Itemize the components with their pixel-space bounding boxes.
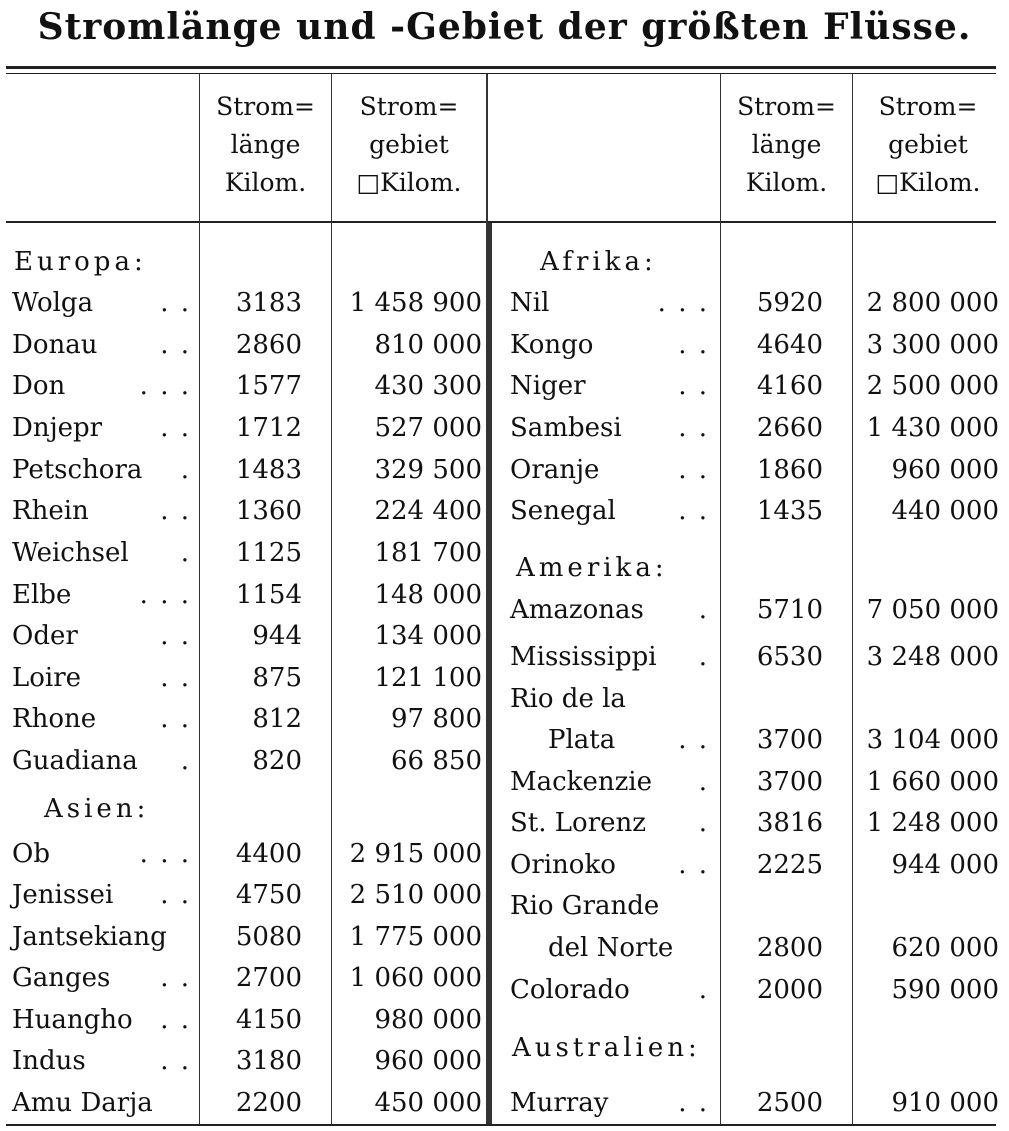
river-name: Rio de la	[510, 684, 626, 714]
river-name: Ganges . .	[12, 958, 197, 998]
river-name: Guadiana .	[12, 741, 197, 781]
river-name: Weichsel .	[12, 533, 197, 573]
river-length: 1483	[235, 455, 302, 485]
river-length: 1712	[235, 413, 302, 443]
river-area: 1 775 000	[349, 922, 482, 952]
river-length: 4640	[756, 330, 823, 360]
river-length: 2860	[235, 330, 302, 360]
river-area: 2 500 000	[866, 371, 999, 401]
river-name: Indus . .	[12, 1041, 197, 1081]
river-area: 66 850	[391, 746, 482, 776]
top-rule-thin	[6, 73, 996, 74]
river-name: Dnjepr . .	[12, 408, 197, 448]
river-area: 590 000	[891, 975, 999, 1005]
region-asien: Asien:	[44, 794, 150, 824]
header-line: □Kilom.	[875, 168, 981, 197]
leader-dots: . .	[678, 455, 709, 485]
river-area: 430 300	[374, 371, 482, 401]
leader-dots: .	[698, 642, 709, 672]
river-area: 329 500	[374, 455, 482, 485]
river-area: 1 430 000	[866, 413, 999, 443]
region-europa: Europa:	[14, 247, 147, 277]
header-line: □Kilom.	[356, 168, 462, 197]
river-name: Rhone . .	[12, 699, 197, 739]
river-length: 3700	[756, 767, 823, 797]
top-rule-thick	[6, 66, 996, 69]
river-name: Murray . .	[510, 1083, 715, 1123]
river-length: 1125	[235, 538, 302, 568]
header-line: gebiet	[369, 130, 449, 159]
header-line: Kilom.	[745, 168, 828, 197]
river-area: 3 248 000	[866, 642, 999, 672]
river-length: 4150	[235, 1005, 302, 1035]
header-length-left	[200, 88, 331, 202]
river-length: 2200	[235, 1088, 302, 1118]
leader-dots: . .	[160, 413, 191, 443]
header-area-left	[332, 88, 486, 202]
river-area: 2 800 000	[866, 288, 999, 318]
header-line: Strom=	[878, 92, 978, 121]
divider-center-thick	[486, 74, 488, 224]
river-length: 2660	[756, 413, 823, 443]
river-area: 181 700	[374, 538, 482, 568]
river-name: Amazonas .	[510, 590, 715, 630]
river-length: 2500	[756, 1088, 823, 1118]
river-area: 1 248 000	[866, 808, 999, 838]
river-area: 810 000	[374, 330, 482, 360]
leader-dots: . .	[678, 413, 709, 443]
leader-dots: . . .	[139, 371, 191, 401]
river-name: Huangho . .	[12, 1000, 197, 1040]
header-bottom-rule	[6, 221, 996, 223]
leader-dots: .	[180, 455, 191, 485]
river-name: Jantsekiang	[12, 922, 167, 952]
leader-dots: . .	[160, 1005, 191, 1035]
header-line: Strom=	[359, 92, 459, 121]
divider-center-thick	[486, 223, 492, 1124]
header-line: Strom=	[216, 92, 315, 121]
river-area	[853, 679, 999, 719]
river-length: 2700	[235, 963, 302, 993]
river-length	[721, 886, 823, 926]
river-name: Nil . . .	[510, 283, 715, 323]
river-name: Ob . . .	[12, 834, 197, 874]
river-length: 5080	[235, 922, 302, 952]
river-length: 2000	[756, 975, 823, 1005]
region-amerika: Amerika:	[516, 553, 668, 583]
leader-dots: . .	[160, 880, 191, 910]
river-area: 450 000	[374, 1088, 482, 1118]
leader-dots: .	[698, 767, 709, 797]
leader-dots: .	[698, 975, 709, 1005]
river-name: Rhein . .	[12, 491, 197, 531]
river-length: 4750	[235, 880, 302, 910]
header-line: länge	[751, 130, 822, 159]
river-length: 2225	[756, 850, 823, 880]
river-length: 3700	[756, 725, 823, 755]
bottom-rule	[6, 1124, 996, 1126]
leader-dots: . .	[160, 621, 191, 651]
river-area: 1 660 000	[866, 767, 999, 797]
leader-dots: . .	[160, 288, 191, 318]
leader-dots: .	[180, 746, 191, 776]
river-length: 820	[252, 746, 302, 776]
leader-dots: .	[698, 808, 709, 838]
leader-dots: . .	[678, 850, 709, 880]
region-australien: Australien:	[512, 1033, 701, 1063]
river-name: Oder . .	[12, 616, 197, 656]
river-length: 4160	[756, 371, 823, 401]
river-name: Loire . .	[12, 658, 197, 698]
river-name: St. Lorenz .	[510, 803, 715, 843]
leader-dots: . .	[678, 371, 709, 401]
header-area-right	[853, 88, 1003, 202]
river-length: 4400	[235, 839, 302, 869]
river-name: Niger . .	[510, 366, 715, 406]
leader-dots: . .	[160, 330, 191, 360]
river-name: Wolga . .	[12, 283, 197, 323]
river-area: 960 000	[891, 455, 999, 485]
river-area: 97 800	[391, 704, 482, 734]
river-length: 6530	[756, 642, 823, 672]
river-area: 224 400	[374, 496, 482, 526]
river-length: 812	[252, 704, 302, 734]
river-name: Kongo . .	[510, 325, 715, 365]
river-length: 944	[252, 621, 302, 651]
leader-dots: . .	[160, 704, 191, 734]
river-name: Colorado .	[510, 970, 715, 1010]
river-length: 1435	[756, 496, 823, 526]
river-name: Don . . .	[12, 366, 197, 406]
leader-dots: . . .	[139, 580, 191, 610]
leader-dots: .	[180, 538, 191, 568]
river-name: Orinoko . .	[510, 845, 715, 885]
river-length: 2800	[756, 933, 823, 963]
river-area: 944 000	[891, 850, 999, 880]
river-area: 121 100	[374, 663, 482, 693]
river-length: 3180	[235, 1046, 302, 1076]
leader-dots: . .	[160, 663, 191, 693]
page-title: Stromlänge und -Gebiet der größten Flüsse.	[37, 6, 972, 48]
leader-dots: . . .	[657, 288, 709, 318]
leader-dots: . .	[160, 963, 191, 993]
river-name: Donau . .	[12, 325, 197, 365]
river-name: del Norte	[548, 933, 674, 963]
leader-dots: . .	[678, 496, 709, 526]
river-length: 1154	[235, 580, 302, 610]
river-area: 620 000	[891, 933, 999, 963]
header-line: Strom=	[737, 92, 836, 121]
river-name: Amu Darja	[12, 1088, 153, 1118]
river-area: 1 458 900	[349, 288, 482, 318]
river-length: 5710	[756, 595, 823, 625]
river-area: 2 510 000	[349, 880, 482, 910]
header-length-right	[721, 88, 852, 202]
river-length: 5920	[756, 288, 823, 318]
river-area: 148 000	[374, 580, 482, 610]
river-name: Plata . .	[548, 720, 715, 760]
river-length: 1577	[235, 371, 302, 401]
river-area: 3 300 000	[866, 330, 999, 360]
river-name: Oranje . .	[510, 450, 715, 490]
river-area: 1 060 000	[349, 963, 482, 993]
region-afrika: Afrika:	[540, 247, 657, 277]
leader-dots: . .	[160, 496, 191, 526]
river-length: 1360	[235, 496, 302, 526]
river-length	[721, 679, 823, 719]
river-area	[853, 886, 999, 926]
river-name: Rio Grande	[510, 891, 660, 921]
river-area: 134 000	[374, 621, 482, 651]
river-area: 7 050 000	[866, 595, 999, 625]
river-length: 3816	[756, 808, 823, 838]
river-area: 440 000	[891, 496, 999, 526]
river-length: 3183	[235, 288, 302, 318]
leader-dots: . . .	[139, 839, 191, 869]
river-area: 910 000	[891, 1088, 999, 1118]
river-length: 875	[252, 663, 302, 693]
river-name: Elbe . . .	[12, 575, 197, 615]
river-name: Petschora .	[12, 450, 197, 490]
river-name: Mississippi .	[510, 637, 715, 677]
river-area: 960 000	[374, 1046, 482, 1076]
river-area: 2 915 000	[349, 839, 482, 869]
leader-dots: . .	[678, 725, 709, 755]
leader-dots: . .	[678, 330, 709, 360]
river-name: Mackenzie .	[510, 762, 715, 802]
river-name: Sambesi . .	[510, 408, 715, 448]
river-name: Jenissei . .	[12, 875, 197, 915]
river-length: 1860	[756, 455, 823, 485]
leader-dots: .	[698, 595, 709, 625]
header-line: länge	[230, 130, 301, 159]
header-line: Kilom.	[224, 168, 307, 197]
river-area: 980 000	[374, 1005, 482, 1035]
leader-dots: . .	[678, 1088, 709, 1118]
leader-dots: . .	[160, 1046, 191, 1076]
river-name: Senegal . .	[510, 491, 715, 531]
river-area: 527 000	[374, 413, 482, 443]
header-line: gebiet	[888, 130, 968, 159]
river-area: 3 104 000	[866, 725, 999, 755]
